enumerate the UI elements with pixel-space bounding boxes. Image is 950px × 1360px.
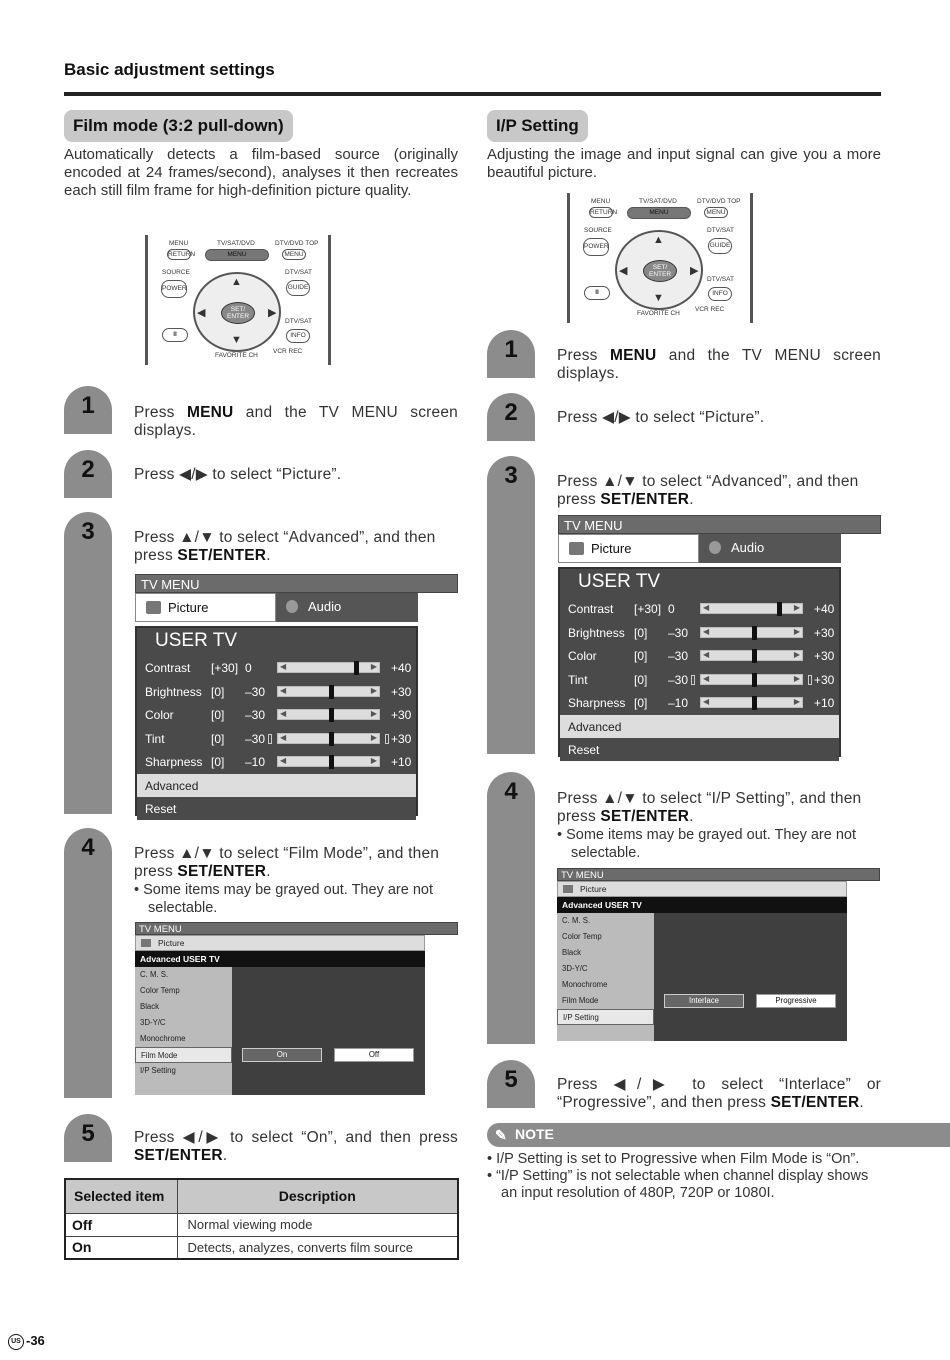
setting-row-tint — [560, 668, 839, 692]
remote-illustration — [557, 188, 763, 323]
setting-min: –10 — [245, 755, 266, 769]
setting-min: –10 — [668, 696, 689, 710]
slider-thumb — [752, 696, 757, 710]
page-section-title: Basic adjustment settings — [64, 60, 275, 79]
picture-icon — [569, 542, 584, 555]
step-text: . — [222, 1147, 228, 1164]
setting-preset: [0] — [211, 755, 225, 769]
step-marker — [487, 456, 535, 754]
step-marker — [64, 386, 112, 434]
setting-name: Sharpness — [145, 755, 203, 769]
setting-max: +40 — [391, 661, 412, 675]
step-4-text — [134, 845, 458, 881]
pause-button: II — [584, 286, 610, 300]
picture-icon — [563, 885, 573, 893]
right-arrow-icon: ▶ — [370, 732, 377, 742]
set-enter-key: SET/ENTER — [134, 1147, 223, 1164]
remote-label: DTV/SAT — [285, 269, 312, 276]
step-4-text — [557, 790, 881, 826]
set-enter-key: SET/ENTER — [600, 491, 690, 508]
step-number: 2 — [81, 456, 95, 483]
setting-preset: [0] — [211, 731, 225, 746]
table-cell: On — [65, 1236, 177, 1259]
tab-label: Picture — [168, 600, 209, 615]
tab-label: Picture — [591, 541, 632, 556]
setting-slider — [700, 650, 803, 661]
step-3-text — [557, 473, 881, 509]
step-2-text — [134, 466, 458, 484]
step-text: to select “Advanced”, and then press — [134, 529, 436, 564]
adv-item: Black — [140, 1002, 160, 1011]
down-arrow-icon: ▼ — [231, 334, 242, 346]
step-marker — [64, 828, 112, 1098]
adv-body — [557, 913, 847, 1041]
tab-picture — [557, 881, 847, 897]
right-arrow-icon: ▶ — [370, 662, 377, 671]
step-number: 3 — [81, 518, 95, 545]
remote-label: TV/SAT/DVD — [217, 240, 255, 247]
page-number-text: -36 — [26, 1333, 45, 1348]
tab-label: Audio — [731, 540, 765, 555]
setting-row-brightness — [560, 621, 839, 645]
advanced-menu-screen — [557, 868, 880, 1046]
step-text: . — [689, 808, 694, 825]
setting-max: +10 — [391, 755, 412, 769]
tab-label: Audio — [308, 599, 342, 614]
setting-min: 0 — [668, 602, 675, 616]
step-text: to select “Picture”. — [207, 466, 342, 483]
right-arrow-icon: ▶ — [370, 709, 377, 718]
remote-illustration — [135, 230, 341, 365]
step-text: Press — [557, 473, 603, 490]
step-marker — [64, 1114, 112, 1162]
arrow-keys: ◀/▶ — [613, 1076, 677, 1093]
setting-slider — [700, 697, 803, 708]
remote-label: SOURCE — [162, 269, 190, 276]
setting-name: Tint — [145, 731, 165, 746]
table-header: Selected item — [65, 1179, 177, 1213]
table-cell: Normal viewing mode — [177, 1213, 458, 1236]
step-5-text — [557, 1076, 881, 1112]
user-tv-panel — [558, 567, 841, 757]
remote-label: DTV/SAT — [707, 276, 734, 283]
setting-row-color — [137, 703, 416, 727]
slider-thumb — [752, 649, 757, 663]
step-text: to select “Interlace” or “Progressive”, and then press — [557, 1076, 881, 1111]
remote-label: FAVORITE CH — [215, 352, 258, 359]
setting-slider — [700, 603, 803, 614]
setting-min: –30 — [668, 625, 689, 640]
set-enter-key: SET/ENTER — [177, 863, 267, 880]
info-button: INFO — [708, 287, 732, 301]
left-arrow-icon: ◀ — [703, 626, 710, 636]
ip-setting-intro: Adjusting the image and input signal can give you a more beautiful picture. — [487, 146, 881, 181]
step-text: . — [266, 547, 271, 564]
setting-slider — [277, 756, 380, 767]
page-number — [8, 1333, 45, 1350]
adv-item: Monochrome — [562, 980, 608, 989]
header-rule — [64, 92, 881, 96]
right-arrow-icon: ▶ — [793, 673, 800, 683]
tab-picture — [135, 593, 276, 622]
setting-name: Color — [568, 649, 597, 663]
remote-label: SOURCE — [584, 227, 612, 234]
reset-item: Reset — [560, 738, 839, 761]
step-text: Press — [557, 1076, 614, 1093]
setting-preset: [0] — [634, 649, 648, 663]
step-1-text — [557, 347, 881, 383]
arrow-keys: ◀/▶ — [602, 409, 631, 426]
setting-name: Brightness — [145, 684, 202, 699]
table-cell: Detects, analyzes, converts film source — [177, 1236, 458, 1259]
setting-max: +10 — [814, 696, 835, 710]
region-badge: US — [8, 1334, 24, 1350]
setting-preset: [0] — [634, 672, 648, 687]
film-mode-table — [64, 1178, 459, 1260]
left-arrow-icon: ◀ — [280, 732, 287, 742]
left-arrow-icon: ◀ — [280, 685, 287, 695]
adv-item: Color Temp — [140, 986, 180, 995]
step-marker — [487, 1060, 535, 1108]
adv-item: Monochrome — [140, 1034, 186, 1043]
remote-label: VCR REC — [273, 348, 303, 355]
arrow-keys: ◀/▶ — [179, 466, 208, 483]
arrow-keys: ▲/▼ — [602, 790, 638, 807]
step-text: Press — [134, 466, 180, 483]
right-arrow-icon: ▶ — [793, 650, 800, 659]
left-arrow-icon: ◀ — [703, 650, 710, 659]
adv-item: I/P Setting — [140, 1066, 176, 1075]
right-arrow-icon: ▶ — [793, 603, 800, 612]
tint-marker-left — [691, 675, 695, 685]
setting-preset: [0] — [634, 625, 648, 640]
step-text: to select “Advanced”, and then press — [557, 473, 859, 508]
step-marker — [64, 512, 112, 814]
right-arrow-icon: ▶ — [370, 685, 377, 695]
note-item: • “I/P Setting” is not selectable when channel display shows an input resolution of 480P, 720P or 1080I. — [487, 1168, 869, 1201]
set-enter-key: SET/ENTER — [600, 808, 690, 825]
arrow-keys: ▲/▼ — [179, 845, 215, 862]
setting-max: +30 — [391, 684, 412, 699]
picture-icon — [146, 601, 161, 614]
setting-name: Sharpness — [568, 696, 626, 710]
adv-menu-header: TV MENU — [135, 922, 458, 935]
step-2-text — [557, 409, 881, 427]
adv-item: C. M. S. — [140, 970, 169, 979]
adv-item: 3D-Y/C — [562, 964, 588, 973]
remote-label: DTV/SAT — [285, 318, 312, 325]
advanced-item: Advanced — [137, 774, 416, 797]
setting-slider — [700, 627, 803, 638]
setting-preset: [0] — [211, 684, 225, 699]
film-mode-intro: Automatically detects a film-based source (originally encoded at 24 frames/second), analyses it then recreates each still film frame for high-definition picture quality. — [64, 146, 458, 199]
slider-thumb — [329, 708, 334, 722]
menu-button: MENU — [627, 207, 691, 219]
user-tv-title: USER TV — [155, 630, 238, 651]
up-arrow-icon: ▲ — [231, 276, 242, 288]
setting-name: Color — [145, 708, 174, 722]
adv-item: Film Mode — [562, 996, 599, 1005]
remote-label: MENU — [169, 240, 189, 247]
step-text: to select “On”, and then press — [222, 1129, 458, 1146]
adv-menu-header: TV MENU — [557, 868, 880, 881]
step-number: 5 — [504, 1066, 518, 1093]
option-off: Off — [334, 1048, 414, 1062]
setting-max: +40 — [814, 602, 835, 616]
option-on: On — [242, 1048, 322, 1062]
power-button: POWER — [161, 280, 187, 298]
adv-item: Black — [562, 948, 582, 957]
adv-item: Color Temp — [562, 932, 602, 941]
pause-button: II — [162, 328, 188, 342]
step-text: . — [689, 491, 694, 508]
adv-list — [557, 913, 654, 1041]
step-number: 1 — [504, 336, 518, 363]
step-text: . — [266, 863, 271, 880]
adv-item: Film Mode — [135, 1047, 232, 1063]
step-number: 2 — [504, 399, 518, 426]
step-marker — [487, 393, 535, 441]
tv-menu-screen — [558, 515, 881, 755]
slider-thumb — [354, 661, 359, 675]
setting-preset: [0] — [211, 708, 225, 722]
step-text: to select “Film Mode”, and then press — [134, 845, 440, 880]
advanced-menu-screen — [135, 922, 458, 1100]
return-button: RETURN — [590, 209, 618, 216]
step-marker — [487, 330, 535, 378]
power-button: POWER — [583, 238, 609, 256]
set-enter-button: SET/ ENTER — [643, 260, 677, 282]
menu-button: MENU — [205, 249, 269, 261]
left-arrow-icon: ◀ — [703, 603, 710, 612]
setting-row-tint — [137, 727, 416, 751]
tab-picture — [135, 935, 425, 951]
setting-slider — [277, 709, 380, 720]
step-text: Press — [557, 790, 603, 807]
step-3-text — [134, 529, 458, 565]
left-arrow-icon: ◀ — [280, 709, 287, 718]
option-interlace: Interlace — [664, 994, 744, 1008]
set-enter-button: SET/ ENTER — [221, 302, 255, 324]
setting-preset: [+30] — [634, 602, 662, 616]
table-header: Description — [177, 1179, 458, 1213]
remote-label: DTV/SAT — [707, 227, 734, 234]
option-progressive: Progressive — [756, 994, 836, 1008]
film-mode-heading: Film mode (3:2 pull-down) — [64, 110, 293, 142]
note-badge — [487, 1123, 950, 1147]
arrow-keys: ◀/▶ — [182, 1129, 223, 1146]
audio-icon — [709, 541, 721, 554]
step-4-note: • Some items may be grayed out. They are not selectable. — [134, 882, 433, 916]
tab-picture — [558, 534, 699, 563]
remote-label: DTV/DVD TOP — [697, 198, 741, 205]
setting-name: Brightness — [568, 625, 625, 640]
return-button: RETURN — [168, 251, 196, 258]
tv-menu-header: TV MENU — [558, 515, 881, 534]
slider-thumb — [752, 626, 757, 640]
setting-preset: [+30] — [211, 661, 239, 675]
setting-name: Contrast — [568, 602, 614, 616]
setting-row-brightness — [137, 680, 416, 704]
step-number: 3 — [504, 462, 518, 489]
step-4-note: • Some items may be grayed out. They are not selectable. — [557, 827, 856, 861]
left-arrow-icon: ◀ — [703, 697, 710, 706]
step-text: Press — [134, 1129, 183, 1146]
right-arrow-icon: ▶ — [793, 626, 800, 636]
tab-label: Picture — [580, 884, 607, 894]
setting-row-color — [560, 644, 839, 668]
left-arrow-icon: ◀ — [280, 662, 287, 671]
menu-button: MENU — [704, 207, 728, 218]
setting-slider — [277, 662, 380, 673]
step-1-text — [134, 404, 458, 440]
guide-button: GUIDE — [286, 280, 310, 296]
right-arrow-icon: ▶ — [793, 697, 800, 706]
step-text: Press — [134, 845, 180, 862]
setting-name: Tint — [568, 672, 588, 687]
step-number: 1 — [81, 392, 95, 419]
right-arrow-icon: ▶ — [370, 756, 377, 765]
menu-key: MENU — [610, 347, 657, 364]
setting-row-contrast — [560, 597, 839, 621]
remote-label: MENU — [591, 198, 611, 205]
setting-max: +30 — [391, 731, 412, 746]
setting-slider — [277, 733, 380, 744]
setting-min: –30 — [245, 684, 266, 699]
picture-icon — [141, 939, 151, 947]
table-cell: Off — [65, 1213, 177, 1236]
slider-thumb — [329, 755, 334, 769]
setting-max: +30 — [814, 625, 835, 640]
remote-label: TV/SAT/DVD — [639, 198, 677, 205]
step-text: . — [859, 1094, 864, 1111]
tv-menu-header: TV MENU — [135, 574, 458, 593]
setting-max: +30 — [814, 672, 835, 687]
slider-thumb — [752, 673, 757, 687]
setting-min: 0 — [245, 661, 252, 675]
user-tv-title: USER TV — [578, 571, 661, 592]
slider-thumb — [329, 732, 334, 746]
setting-slider — [277, 686, 380, 697]
right-arrow-icon: ▶ — [690, 265, 699, 277]
advanced-item: Advanced — [560, 715, 839, 738]
step-marker — [64, 450, 112, 498]
step-text: Press — [134, 404, 187, 421]
up-arrow-icon: ▲ — [653, 234, 664, 246]
adv-item: 3D-Y/C — [140, 1018, 166, 1027]
setting-slider — [700, 674, 803, 685]
slider-thumb — [777, 602, 782, 616]
step-number: 5 — [81, 1120, 95, 1147]
tint-marker-right — [385, 734, 389, 744]
step-number: 4 — [81, 834, 95, 861]
setting-min: –30 — [245, 731, 266, 746]
adv-panel — [135, 935, 425, 1095]
left-arrow-icon: ◀ — [619, 265, 628, 277]
arrow-keys: ▲/▼ — [179, 529, 215, 546]
tab-audio — [276, 593, 418, 622]
step-number: 4 — [504, 778, 518, 805]
tab-label: Picture — [158, 938, 185, 948]
remote-label: VCR REC — [695, 306, 725, 313]
step-text: and the TV MENU screen displays. — [557, 347, 881, 382]
remote-label: DTV/DVD TOP — [275, 240, 319, 247]
left-arrow-icon: ◀ — [703, 673, 710, 683]
setting-row-contrast — [137, 656, 416, 680]
step-5-text — [134, 1129, 458, 1165]
setting-preset: [0] — [634, 696, 648, 710]
info-button: INFO — [286, 329, 310, 343]
tv-menu-screen — [135, 574, 458, 814]
audio-icon — [286, 600, 298, 613]
adv-body — [135, 967, 425, 1095]
tab-audio — [699, 534, 841, 563]
setting-row-sharpness — [560, 691, 839, 715]
adv-item: I/P Setting — [557, 1009, 654, 1025]
adv-item: C. M. S. — [562, 916, 591, 925]
note-item: • I/P Setting is set to Progressive when Film Mode is “On”. — [487, 1151, 860, 1167]
step-text: to select “Picture”. — [630, 409, 765, 426]
adv-list — [135, 967, 232, 1095]
adv-title: Advanced USER TV — [135, 951, 425, 967]
user-tv-panel — [135, 626, 418, 816]
down-arrow-icon: ▼ — [653, 292, 664, 304]
step-text: Press — [134, 529, 180, 546]
menu-key: MENU — [187, 404, 234, 421]
step-text: Press — [557, 409, 603, 426]
step-text: Press — [557, 347, 610, 364]
adv-panel — [557, 881, 847, 1041]
setting-min: –30 — [245, 708, 266, 722]
menu-button: MENU — [282, 249, 306, 260]
setting-name: Contrast — [145, 661, 191, 675]
setting-min: –30 — [668, 672, 689, 687]
arrow-keys: ▲/▼ — [602, 473, 638, 490]
set-enter-key: SET/ENTER — [770, 1094, 860, 1111]
table-row — [65, 1213, 458, 1236]
step-text: and the TV MENU screen displays. — [134, 404, 458, 439]
left-arrow-icon: ◀ — [280, 756, 287, 765]
table-row — [65, 1236, 458, 1259]
tint-marker-right — [808, 675, 812, 685]
set-enter-key: SET/ENTER — [177, 547, 267, 564]
note-list — [487, 1151, 881, 1202]
pencil-icon: ✎ — [495, 1127, 507, 1143]
setting-max: +30 — [391, 708, 412, 722]
right-arrow-icon: ▶ — [268, 307, 277, 319]
note-label: NOTE — [515, 1126, 554, 1142]
step-marker — [487, 772, 535, 1044]
menu-tabs — [135, 593, 418, 622]
adv-title: Advanced USER TV — [557, 897, 847, 913]
setting-max: +30 — [814, 649, 835, 663]
remote-label: FAVORITE CH — [637, 310, 680, 317]
setting-min: –30 — [668, 649, 689, 663]
setting-row-sharpness — [137, 750, 416, 774]
guide-button: GUIDE — [708, 238, 732, 254]
step-text: to select “I/P Setting”, and then press — [557, 790, 862, 825]
left-arrow-icon: ◀ — [197, 307, 206, 319]
reset-item: Reset — [137, 797, 416, 820]
menu-tabs — [558, 534, 841, 563]
slider-thumb — [329, 685, 334, 699]
tint-marker-left — [268, 734, 272, 744]
ip-setting-heading: I/P Setting — [487, 110, 588, 142]
